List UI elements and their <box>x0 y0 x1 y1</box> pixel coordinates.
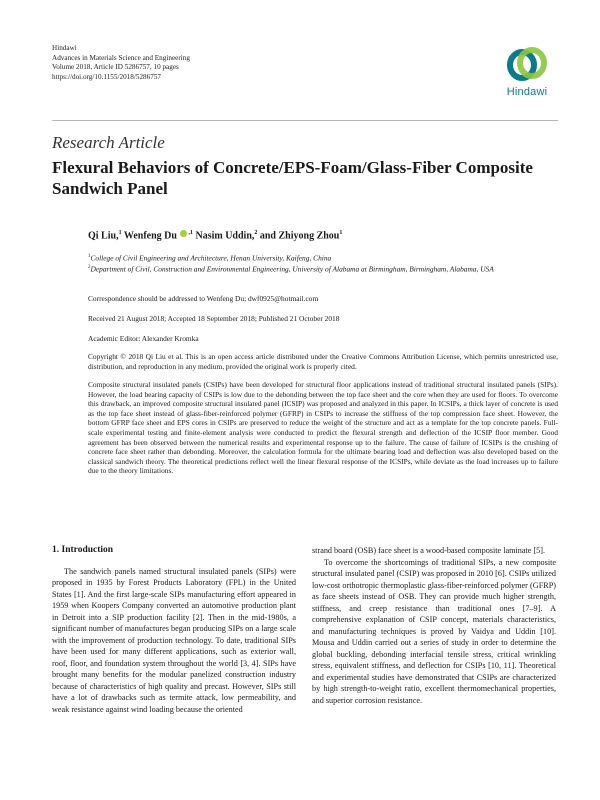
column-right <box>312 545 556 706</box>
affiliations <box>88 252 558 274</box>
doi-link[interactable]: https://doi.org/10.1155/2018/5286757 <box>52 72 162 81</box>
logo-wordmark: Hindawi <box>506 86 548 98</box>
hindawi-rings-icon <box>505 44 549 84</box>
author-affil-ref: 1 <box>339 230 343 236</box>
author-affil-ref: 2 <box>254 230 258 236</box>
correspondence: Correspondence should be addressed to Wenfeng Du; dwf0925@hotmail.com <box>88 294 319 303</box>
publisher-name: Hindawi <box>52 44 77 52</box>
author-name[interactable]: Qi Liu, <box>88 230 119 242</box>
copyright-notice: Copyright © 2018 Qi Liu et al. This is an open access article distributed under the Creative Commons Attribution License, which permits unrestricted use, distribution, and reproduction in any medium, provided the original work is properly cited. <box>88 352 558 371</box>
author-list <box>88 230 342 241</box>
article-title: Flexural Behaviors of Concrete/EPS-Foam/Glass-Fiber Composite Sandwich Panel <box>52 158 533 198</box>
affiliation-item: $^2$Department of Civil, Construction and Environmental Engineering, University of Alabama at Birmingham, Birmingham, Alabama, USA <box>88 264 494 274</box>
author-name[interactable]: Wenfeng Du <box>123 230 177 242</box>
article-dates: Received 21 August 2018; Accepted 18 September 2018; Published 21 October 2018 <box>88 314 340 323</box>
volume-info: Volume 2018, Article ID 5286757, 10 pages <box>52 63 179 72</box>
journal-meta <box>52 44 190 82</box>
journal-name: Advances in Materials Science and Engineering <box>52 53 190 62</box>
paragraph: To overcome the shortcomings of traditional SIPs, a new composite structural insulated panel (CSIP) was proposed in 2010 [6]. CSIPs utilized low-cost orthotropic thermoplastic glass-fiber-reinforced polymer (GFRP) as face sheets instead of OSB. They can provide much higher strength, stiffness, and creep resistance than traditional ones [7–9]. A comprehensive explanation of CSIP concept, materials characteristics, and manufacturing techniques is proved by Vaidya and Uddin [10]. Mousa and Uddin carried out a series of study in order to determine the global buckling, debonding interfacial tensile stress, critical wrinkling stress, equivalent stiffness, and deflection for CSIPs [10, 11]. Theoretical and experimental studies have demonstrated that CSIPs are characterized by high strength-to-weight ratio, excellent thermomechanical properties, and superior corrosion resistance. <box>312 557 556 705</box>
paragraph: strand board (OSB) face sheet is a wood-based composite laminate [5]. <box>312 546 546 555</box>
orcid-icon[interactable] <box>180 230 187 237</box>
article-type: Research Article <box>52 133 165 152</box>
header-divider <box>52 120 558 121</box>
section-heading: 1. Introduction <box>52 545 114 555</box>
hindawi-logo <box>496 44 558 110</box>
abstract: Composite structural insulated panels (CSIPs) have been developed for structural floor applications instead of traditional structural insulated panels (SIPs). However, the load bearing capacity of CSIPs is low due to the debonding between the top face sheet and the core when they are used for floors. To overcome this drawback, an improved composite structural insulated panel (ICSIP) was proposed and analyzed in this paper. In ICSIPs, a thick layer of concrete is used as the top face sheet instead of glass-fiber-reinforced polymer (GFRP) in CSIPs to increase the stiffness of the top compression face sheet. However, the bottom GFRP face sheet and EPS cores in CSIPs are preserved to reduce the weight of the structure and act as a template for the top concrete panels. Full-scale experimental testing and finite-element analysis were conducted to predict the flexural strength and deflection of the ICSIP floor member. Good agreement has been observed between the numerical results and experimental response up to the failure. The cause of failure of ICSIPs is the crushing of concrete face sheet rather than debonding. Moreover, the calculation formula for the ultimate bearing load and deflection was also developed based on the classical sandwich theory. The theoretical predictions reflect well the linear flexural response of the ICSIPs, while deviate as the load increases up to failure due to the theory limitations. <box>88 380 558 476</box>
affiliation-item: $^1$College of Civil Engineering and Architecture, Henan University, Kaifeng, China <box>88 253 332 263</box>
column-left <box>52 545 296 715</box>
author-name[interactable]: and Zhiyong Zhou <box>259 230 340 242</box>
author-affil-ref: ,1 <box>188 230 193 236</box>
academic-editor: Academic Editor: Alexander Kromka <box>88 334 199 343</box>
author-name[interactable]: Nasim Uddin, <box>195 230 255 242</box>
author-affil-ref: 1 <box>118 230 122 236</box>
paragraph: The sandwich panels named structural insulated panels (SIPs) were proposed in 1935 by Forest Products Laboratory (FPL) in the United States [1]. And the first large-scale SIPs manufacturing effort appeared in 1959 when Koopers Company converted an automotive production plant in Detroit into a SIP production facility [2]. Then in the mid-1980s, a significant number of manufactures began producing SIPs on a large scale with the improvement of production technology. To date, traditional SIPs have been used for many different applications, such as exterior wall, roof, floor, and foundation system throughout the world [3, 4]. SIPs have brought many benefits for the modular panelized construction industry because of characteristics of high quality and precast. However, SIPs still have a lot of drawbacks such as termite attack, low permeability, and weak resistance against wind loading because the oriented <box>52 566 296 714</box>
